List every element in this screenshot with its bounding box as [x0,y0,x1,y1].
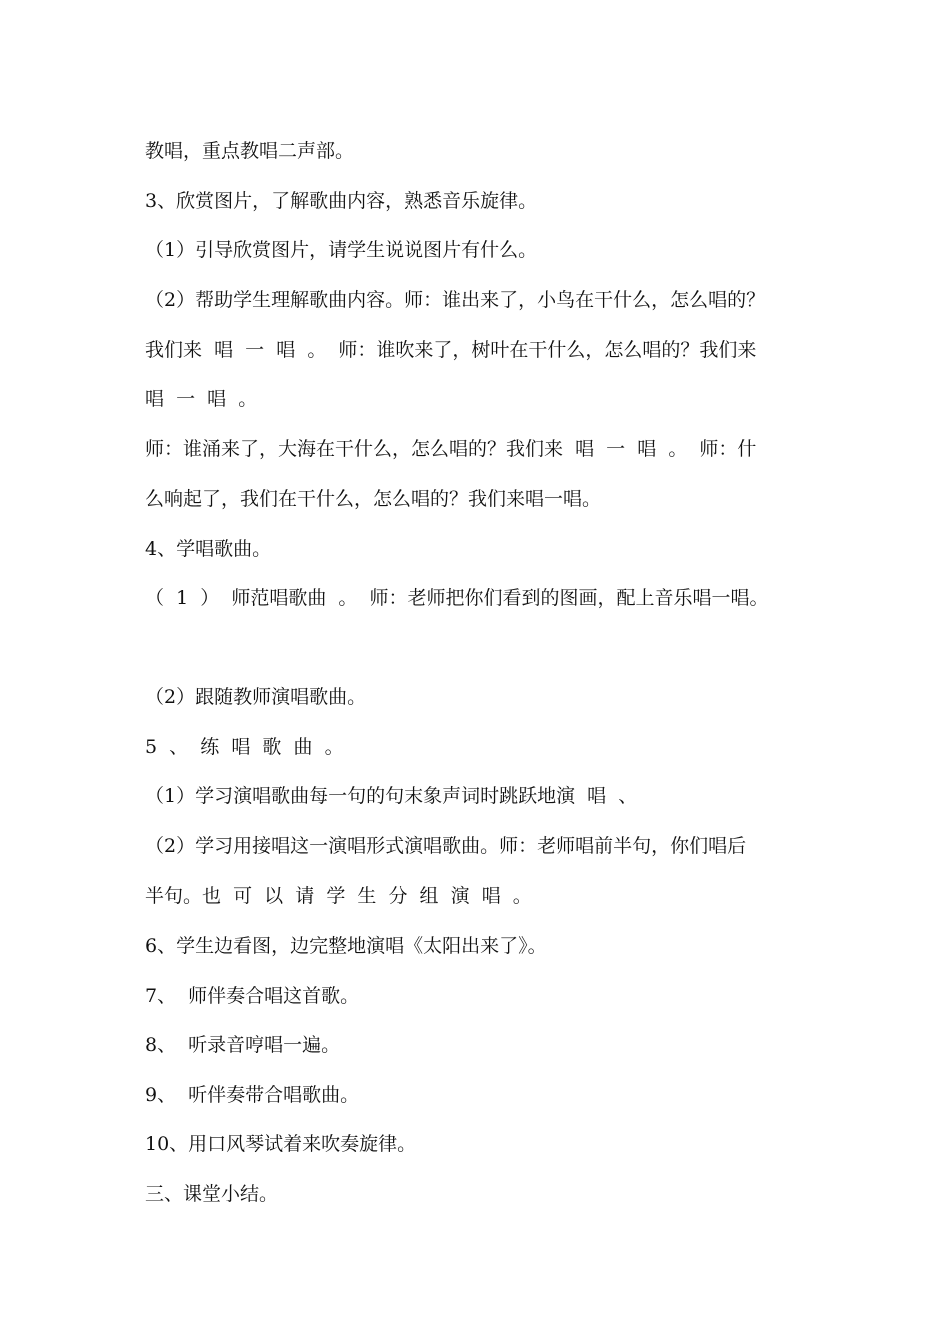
text-line: 5 、 练 唱 歌 曲 。 [145,736,344,758]
text-line: 3、欣赏图片，了解歌曲内容，熟悉音乐旋律。 [145,190,538,212]
text-line: （2）帮助学生理解歌曲内容。师：谁出来了，小鸟在干什么，怎么唱的？ [145,289,766,311]
text-line: 10、用口风琴试着来吹奏旋律。 [145,1133,417,1155]
text-line: 师：谁涌来了，大海在干什么，怎么唱的？我们来 唱 一 唱 。 师：什 [145,438,757,460]
text-line: 我们来 唱 一 唱 。 师：谁吹来了，树叶在干什么，怎么唱的？我们来 [145,339,757,361]
text-line: 么响起了，我们在干什么，怎么唱的？我们来唱一唱。 [145,488,602,510]
text-line: 9、 听伴奏带合唱歌曲。 [145,1084,360,1106]
text-line: 唱 一 唱 。 [145,388,258,410]
text-line: 三、课堂小结。 [145,1183,279,1205]
text-line: （ 1 ） 师范唱歌曲 。 师：老师把你们看到的图画，配上音乐唱一唱。 [145,587,769,609]
text-line: 半句。也 可 以 请 学 生 分 组 演 唱 。 [145,885,532,907]
text-line: 8、 听录音哼唱一遍。 [145,1034,341,1056]
text-line: （2）跟随教师演唱歌曲。 [145,686,367,708]
text-line: （1）学习演唱歌曲每一句的句末象声词时跳跃地演 唱 、 [145,785,638,807]
text-line: （2）学习用接唱这一演唱形式演唱歌曲。师：老师唱前半句，你们唱后 [145,835,747,857]
text-line: （1）引导欣赏图片，请学生说说图片有什么。 [145,239,538,261]
text-line: 7、 师伴奏合唱这首歌。 [145,985,360,1007]
text-line: 教唱，重点教唱二声部。 [145,140,355,162]
text-line: 6、学生边看图，边完整地演唱《太阳出来了》。 [145,935,547,957]
text-line: 4、学唱歌曲。 [145,538,272,560]
